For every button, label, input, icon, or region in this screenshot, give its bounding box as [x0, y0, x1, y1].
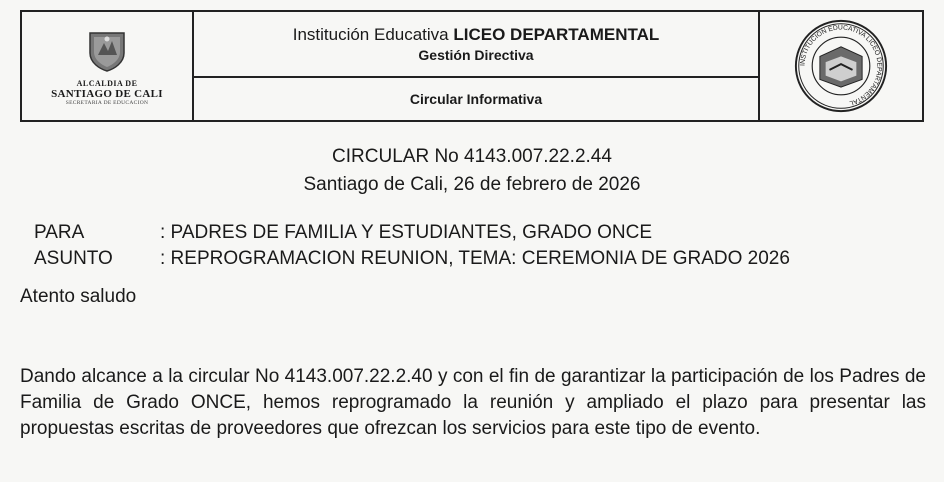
institution-title	[293, 25, 660, 45]
circular-number: CIRCULAR No 4143.007.22.2.44	[332, 146, 612, 167]
para-label: PARA	[34, 222, 85, 243]
asunto-value: : REPROGRAMACION REUNION, TEMA: CEREMONIA DE GRADO 2026	[160, 248, 790, 269]
greeting: Atento saludo	[20, 286, 137, 307]
gestion-label: Gestión Directiva	[418, 47, 534, 63]
title-cell	[194, 12, 760, 120]
cali-crest-icon	[84, 27, 130, 73]
alcaldia-line1: ALCALDIA DE	[76, 78, 138, 88]
seal-cell	[760, 12, 922, 120]
institution-prefix: Institución Educativa	[292, 25, 454, 44]
alcaldia-logo-cell	[22, 12, 194, 120]
institution-name: LICEO DEPARTAMENTAL	[453, 25, 660, 44]
circular-place-date: Santiago de Cali, 26 de febrero de 2026	[303, 174, 641, 195]
para-value: : PADRES DE FAMILIA Y ESTUDIANTES, GRADO ONCE	[160, 222, 653, 243]
body-paragraph: Dando alcance a la circular No 4143.007.22.2.40 y con el fin de garantizar la participación de los Padres de Familia de Grado ONCE, hemos reprogramado la reunión y ampliado el plazo para presentar las propuestas escritas de proveedores que ofrezcan los servicios para este tipo de evento.	[20, 366, 926, 439]
institution-seal-icon	[793, 18, 889, 114]
letterhead-table	[20, 10, 924, 122]
document-type: Circular Informativa	[409, 91, 543, 107]
seal-text: INSTITUCION EDUCATIVA LICEO DEPARTAMENTAL	[799, 24, 883, 107]
alcaldia-line3: SECRETARIA DE EDUCACION	[65, 99, 149, 106]
asunto-label: ASUNTO	[34, 248, 113, 269]
alcaldia-line2: SANTIAGO DE CALI	[51, 87, 163, 100]
institution-block	[194, 12, 758, 78]
